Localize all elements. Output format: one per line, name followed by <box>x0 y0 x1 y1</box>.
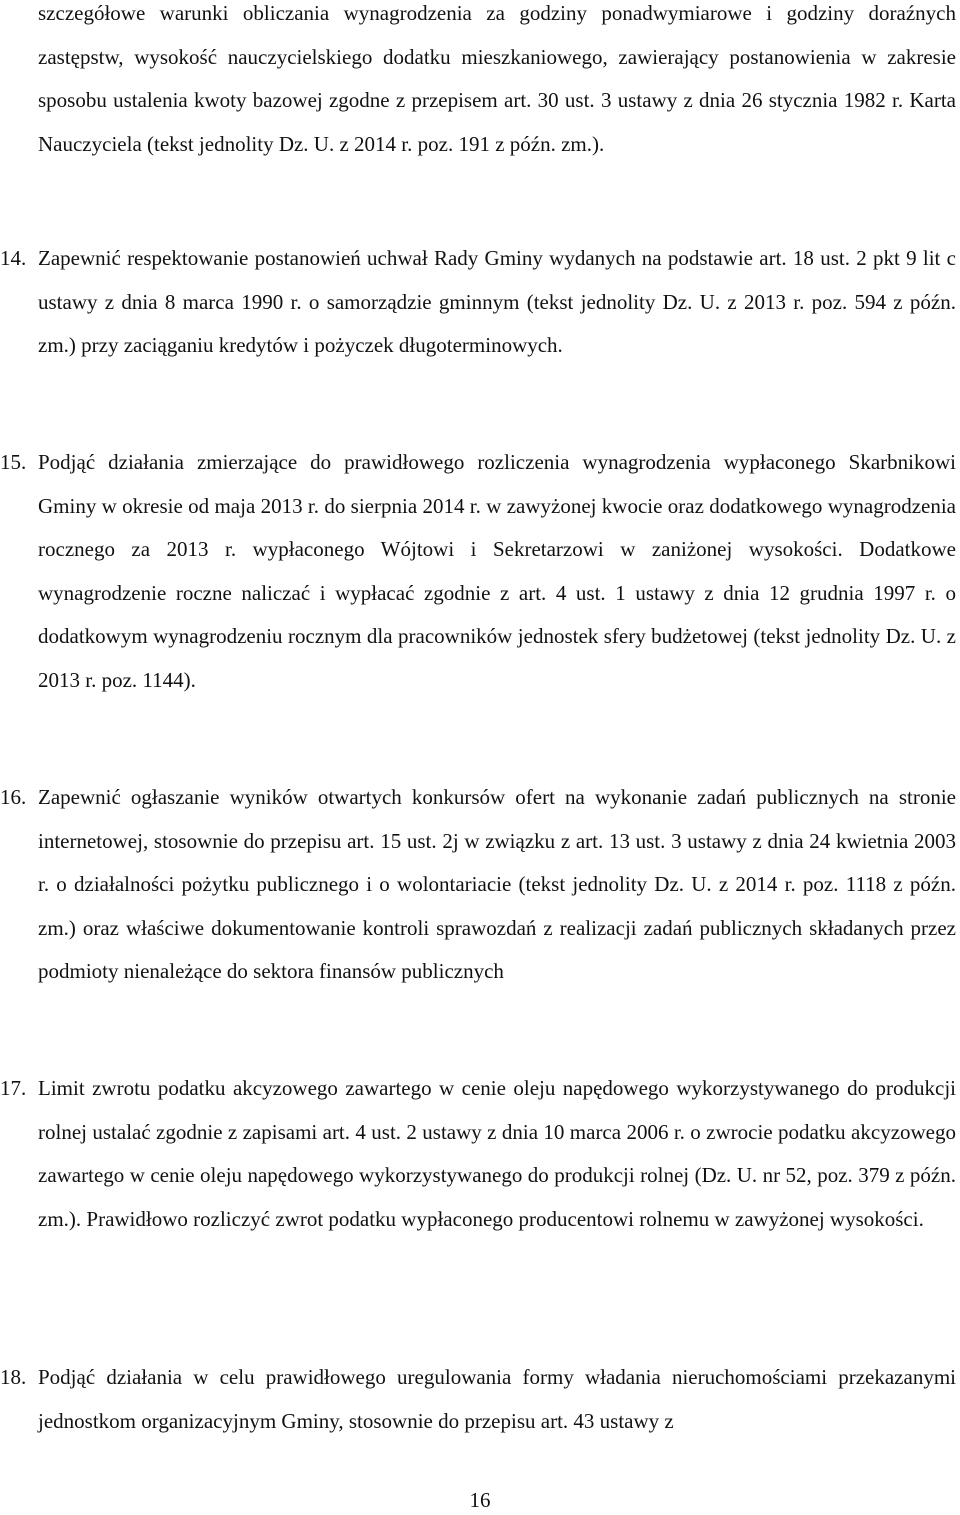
list-item-15 <box>0 441 956 702</box>
list-item-14 <box>0 237 956 368</box>
item-number: 18. <box>0 1365 27 1389</box>
item-text: Podjąć działania zmierzające do prawidłowego rozliczenia wynagrodzenia wypłaconego Skarbnikowi Gminy w okresie od maja 2013 r. do sierpnia 2014 r. w zawyżonej kwocie oraz dodatkowego wynagrodzenia rocznego za 2013 r. wypłaconego Wójtowi i Sekretarzowi w zaniżonej wysokości. Dodatkowe wynagrodzenie roczne naliczać i wypłacać zgodnie z art. 4 ust. 1 ustawy z dnia 12 grudnia 1997 r. o dodatkowym wynagrodzeniu rocznym dla pracowników jednostek sfery budżetowej (tekst jednolity Dz. U. z 2013 r. poz. 1144). <box>38 450 956 692</box>
list-item-17 <box>0 1067 956 1241</box>
item-text: Zapewnić respektowanie postanowień uchwał Rady Gminy wydanych na podstawie art. 18 ust. 2 pkt 9 lit c ustawy z dnia 8 marca 1990 r. o samorządzie gminnym (tekst jednolity Dz. U. z 2013 r. poz. 594 z późn. zm.) przy zaciąganiu kredytów i pożyczek długoterminowych. <box>38 246 956 357</box>
item-number: 14. <box>0 246 27 270</box>
list-item-16 <box>0 776 956 994</box>
list-item-18 <box>0 1356 956 1443</box>
item-number: 16. <box>0 785 27 809</box>
item-text: Zapewnić ogłaszanie wyników otwartych konkursów ofert na wykonanie zadań publicznych na stronie internetowej, stosownie do przepisu art. 15 ust. 2j w związku z art. 13 ust. 3 ustawy z dnia 24 kwietnia 2003 r. o działalności pożytku publicznego i o wolontariacie (tekst jednolity Dz. U. z 2014 r. poz. 1118 z późn. zm.) oraz właściwe dokumentowanie kontroli sprawozdań z realizacji zadań publicznych składanych przez podmioty nienależące do sektora finansów publicznych <box>38 785 956 983</box>
item-text: Podjąć działania w celu prawidłowego uregulowania formy władania nieruchomościami przekazanymi jednostkom organizacyjnym Gminy, stosownie do przepisu art. 43 ustawy z <box>38 1365 956 1433</box>
page-number: 16 <box>469 1488 491 1512</box>
item-number: 17. <box>0 1076 27 1100</box>
intro-paragraph: szczegółowe warunki obliczania wynagrodzenia za godziny ponadwymiarowe i godziny doraźnych zastępstw, wysokość nauczycielskiego dodatku mieszkaniowego, zawierający postanowienia w zakresie sposobu ustalenia kwoty bazowej zgodne z przepisem art. 30 ust. 3 ustawy z dnia 26 stycznia 1982 r. Karta Nauczyciela (tekst jednolity Dz. U. z 2014 r. poz. 191 z późn. zm.). <box>38 1 956 156</box>
item-text: Limit zwrotu podatku akcyzowego zawartego w cenie oleju napędowego wykorzystywanego do produkcji rolnej ustalać zgodnie z zapisami art. 4 ust. 2 ustawy z dnia 10 marca 2006 r. o zwrocie podatku akcyzowego zawartego w cenie oleju napędowego wykorzystywanego do produkcji rolnej (Dz. U. nr 52, poz. 379 z późn. zm.). Prawidłowo rozliczyć zwrot podatku wypłaconego producentowi rolnemu w zawyżonej wysokości. <box>38 1076 956 1231</box>
item-number: 15. <box>0 450 27 474</box>
